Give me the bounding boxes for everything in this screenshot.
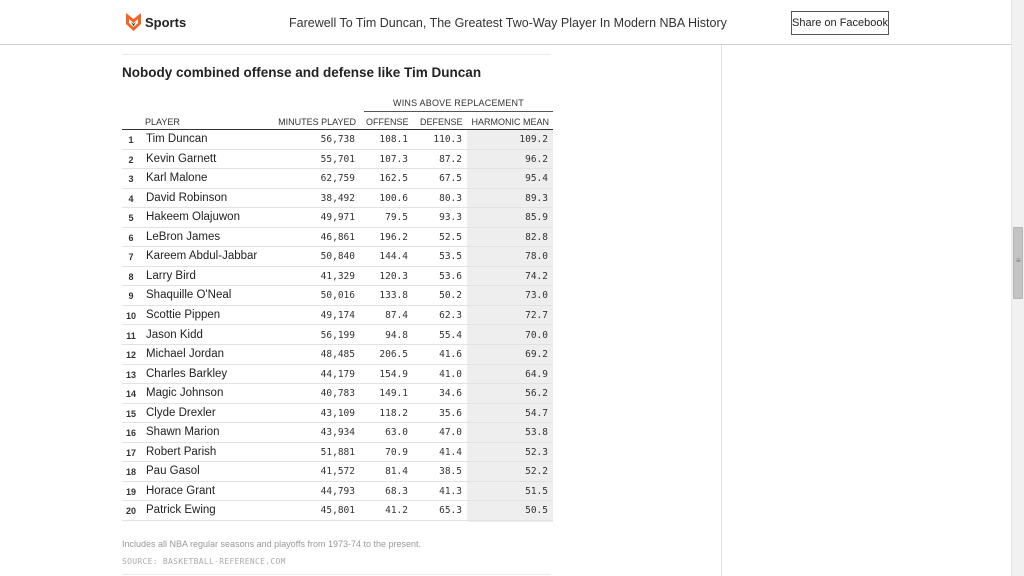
defense-cell: 67.5 — [439, 173, 462, 185]
player-name-cell: Shaquille O'Neal — [146, 289, 232, 302]
player-name-cell: Pau Gasol — [146, 465, 200, 478]
offense-cell: 154.9 — [379, 368, 408, 380]
table-row — [122, 306, 553, 326]
player-name-cell: Robert Parish — [146, 445, 217, 458]
col-header-minutes: MINUTES PLAYED — [278, 117, 356, 127]
harmonic-mean-cell: 69.2 — [525, 349, 548, 361]
harmonic-mean-cell: 78.0 — [525, 251, 548, 263]
player-name-cell: Michael Jordan — [146, 348, 224, 361]
offense-cell: 206.5 — [379, 349, 408, 361]
minutes-cell: 50,016 — [320, 290, 355, 302]
rank-cell: 12 — [125, 350, 136, 361]
player-name-cell: Scottie Pippen — [146, 308, 221, 321]
offense-cell: 68.3 — [385, 485, 408, 497]
harmonic-mean-cell: 82.8 — [525, 231, 548, 243]
table-row — [122, 169, 553, 189]
offense-cell: 144.4 — [379, 251, 408, 263]
defense-cell: 65.3 — [439, 505, 462, 517]
harmonic-mean-cell: 52.3 — [525, 446, 548, 458]
top-rule — [122, 54, 551, 55]
minutes-cell: 45,801 — [320, 505, 355, 517]
harmonic-mean-cell: 72.7 — [525, 309, 548, 321]
minutes-cell: 38,492 — [320, 192, 355, 204]
offense-cell: 100.6 — [379, 192, 408, 204]
rank-cell: 15 — [125, 408, 136, 419]
offense-cell: 149.1 — [379, 388, 408, 400]
harmonic-mean-cell: 96.2 — [525, 153, 548, 165]
rank-cell: 16 — [125, 428, 136, 439]
rank-cell: 13 — [125, 369, 136, 380]
defense-cell: 41.3 — [439, 485, 462, 497]
defense-cell: 41.0 — [439, 368, 462, 380]
minutes-cell: 62,759 — [320, 173, 355, 185]
player-name-cell: Kareem Abdul-Jabbar — [146, 250, 258, 263]
table-row — [122, 130, 553, 150]
minutes-cell: 49,174 — [320, 309, 355, 321]
minutes-cell: 51,881 — [320, 446, 355, 458]
minutes-cell: 44,179 — [320, 368, 355, 380]
minutes-cell: 50,840 — [320, 251, 355, 263]
rank-cell: 9 — [128, 291, 134, 302]
player-name-cell: Tim Duncan — [146, 133, 208, 145]
bottom-rule — [122, 574, 551, 575]
player-name-cell: Jason Kidd — [146, 328, 203, 341]
vertical-scrollbar[interactable] — [1011, 0, 1024, 576]
minutes-cell: 43,109 — [320, 407, 355, 419]
table-row — [122, 443, 553, 463]
defense-cell: 38.5 — [439, 466, 462, 478]
defense-cell: 62.3 — [439, 309, 462, 321]
harmonic-mean-cell: 74.2 — [525, 270, 548, 282]
rank-cell: 11 — [126, 330, 136, 341]
harmonic-mean-cell: 85.9 — [525, 212, 548, 224]
minutes-cell: 41,329 — [320, 270, 355, 282]
defense-cell: 53.6 — [439, 270, 462, 282]
minutes-cell: 56,199 — [320, 329, 355, 341]
table-title: Nobody combined offense and defense like Tim Duncan — [122, 65, 482, 80]
minutes-cell: 43,934 — [320, 427, 355, 439]
minutes-cell: 44,793 — [320, 485, 355, 497]
rank-cell: 1 — [128, 135, 134, 145]
article-headline: Farewell To Tim Duncan, The Greatest Two-Way Player In Modern NBA History — [289, 16, 727, 30]
harmonic-mean-cell: 70.0 — [525, 329, 548, 341]
offense-cell: 107.3 — [379, 153, 408, 165]
player-name-cell: Kevin Garnett — [146, 152, 217, 165]
table-row — [122, 345, 553, 365]
defense-cell: 41.6 — [439, 349, 462, 361]
row-separator — [122, 520, 553, 521]
rank-cell: 17 — [125, 447, 136, 458]
defense-cell: 47.0 — [439, 427, 462, 439]
source-note: SOURCE: BASKETBALL-REFERENCE.COM — [122, 557, 286, 566]
content-divider — [721, 45, 722, 576]
rank-cell: 7 — [128, 252, 134, 263]
footnote: Includes all NBA regular seasons and playoffs from 1973-74 to the present. — [122, 539, 422, 549]
player-name-cell: LeBron James — [146, 230, 221, 243]
offense-cell: 70.9 — [385, 446, 408, 458]
rank-cell: 6 — [128, 232, 134, 243]
offense-cell: 41.2 — [385, 505, 408, 517]
minutes-cell: 49,971 — [320, 212, 355, 224]
table-row — [122, 423, 553, 443]
rank-cell: 8 — [128, 271, 134, 282]
player-name-cell: Magic Johnson — [146, 387, 224, 400]
defense-cell: 110.3 — [433, 134, 462, 145]
table-row — [122, 501, 553, 521]
offense-cell: 63.0 — [385, 427, 408, 439]
harmonic-mean-cell: 95.4 — [525, 173, 548, 185]
table-row — [122, 267, 553, 287]
player-name-cell: David Robinson — [146, 191, 228, 204]
defense-cell: 55.4 — [439, 329, 462, 341]
harmonic-mean-cell: 56.2 — [525, 388, 548, 400]
col-header-defense: DEFENSE — [420, 117, 463, 127]
group-header: WINS ABOVE REPLACEMENT — [393, 98, 524, 108]
table-row — [122, 384, 553, 404]
offense-cell: 108.1 — [379, 134, 408, 145]
player-name-cell: Horace Grant — [146, 484, 216, 497]
table-row — [122, 462, 553, 482]
group-header-rule — [364, 111, 553, 112]
rank-cell: 19 — [125, 486, 136, 497]
harmonic-mean-cell: 89.3 — [525, 192, 548, 204]
table-row — [122, 189, 553, 209]
rank-cell: 2 — [128, 154, 134, 165]
player-name-cell: Shawn Marion — [146, 426, 220, 439]
defense-cell: 52.5 — [439, 231, 462, 243]
harmonic-mean-cell: 53.8 — [525, 427, 548, 439]
minutes-cell: 55,701 — [320, 153, 355, 165]
harmonic-mean-cell: 64.9 — [525, 368, 548, 380]
player-name-cell: Karl Malone — [146, 172, 208, 185]
rank-cell: 5 — [128, 213, 134, 224]
player-name-cell: Clyde Drexler — [146, 406, 216, 419]
harmonic-mean-cell: 51.5 — [525, 485, 548, 497]
table-row — [122, 208, 553, 228]
player-name-cell: Charles Barkley — [146, 367, 228, 380]
rank-cell: 14 — [125, 389, 136, 400]
rank-cell: 10 — [125, 310, 136, 321]
defense-cell: 80.3 — [439, 192, 462, 204]
defense-cell: 34.6 — [439, 388, 462, 400]
table-row — [122, 228, 553, 248]
table-row — [122, 150, 553, 170]
defense-cell: 35.6 — [439, 407, 462, 419]
defense-cell: 41.4 — [439, 446, 462, 458]
offense-cell: 79.5 — [385, 212, 408, 224]
minutes-cell: 40,783 — [320, 388, 355, 400]
offense-cell: 133.8 — [379, 290, 408, 302]
table-row — [122, 326, 553, 346]
harmonic-mean-cell: 50.5 — [525, 505, 548, 517]
harmonic-mean-cell: 109.2 — [519, 134, 548, 145]
offense-cell: 87.4 — [385, 309, 408, 321]
offense-cell: 94.8 — [385, 329, 408, 341]
col-header-player: PLAYER — [145, 117, 180, 127]
rank-cell: 3 — [128, 174, 134, 185]
share-facebook-button[interactable]: Share on Facebook — [791, 11, 889, 35]
minutes-cell: 46,861 — [320, 231, 355, 243]
table-row — [122, 404, 553, 424]
offense-cell: 118.2 — [379, 407, 408, 419]
offense-cell: 120.3 — [379, 270, 408, 282]
table-row — [122, 247, 553, 267]
player-name-cell: Larry Bird — [146, 269, 196, 282]
defense-cell: 50.2 — [439, 290, 462, 302]
table-row — [122, 365, 553, 385]
defense-cell: 53.5 — [439, 251, 462, 263]
scroll-grip-icon: ≡ — [1016, 256, 1021, 265]
minutes-cell: 48,485 — [320, 349, 355, 361]
harmonic-mean-cell: 54.7 — [525, 407, 548, 419]
rank-cell: 20 — [125, 506, 136, 517]
col-header-offense: OFFENSE — [366, 117, 409, 127]
top-nav-bar — [0, 0, 1011, 45]
offense-cell: 196.2 — [379, 231, 408, 243]
defense-cell: 87.2 — [439, 153, 462, 165]
col-header-harmonic: HARMONIC MEAN — [471, 117, 549, 127]
brand-name[interactable]: Sports — [145, 15, 187, 30]
harmonic-mean-cell: 73.0 — [525, 290, 548, 302]
table-row — [122, 286, 553, 306]
minutes-cell: 56,738 — [320, 134, 355, 145]
fox-logo-icon[interactable] — [126, 13, 141, 31]
rank-cell: 4 — [128, 193, 134, 204]
rank-cell: 18 — [125, 467, 136, 478]
defense-cell: 93.3 — [439, 212, 462, 224]
offense-cell: 81.4 — [385, 466, 408, 478]
offense-cell: 162.5 — [379, 173, 408, 185]
harmonic-mean-cell: 52.2 — [525, 466, 548, 478]
minutes-cell: 41,572 — [320, 466, 355, 478]
table-row — [122, 482, 553, 502]
player-name-cell: Hakeem Olajuwon — [146, 211, 240, 224]
player-name-cell: Patrick Ewing — [146, 504, 216, 517]
